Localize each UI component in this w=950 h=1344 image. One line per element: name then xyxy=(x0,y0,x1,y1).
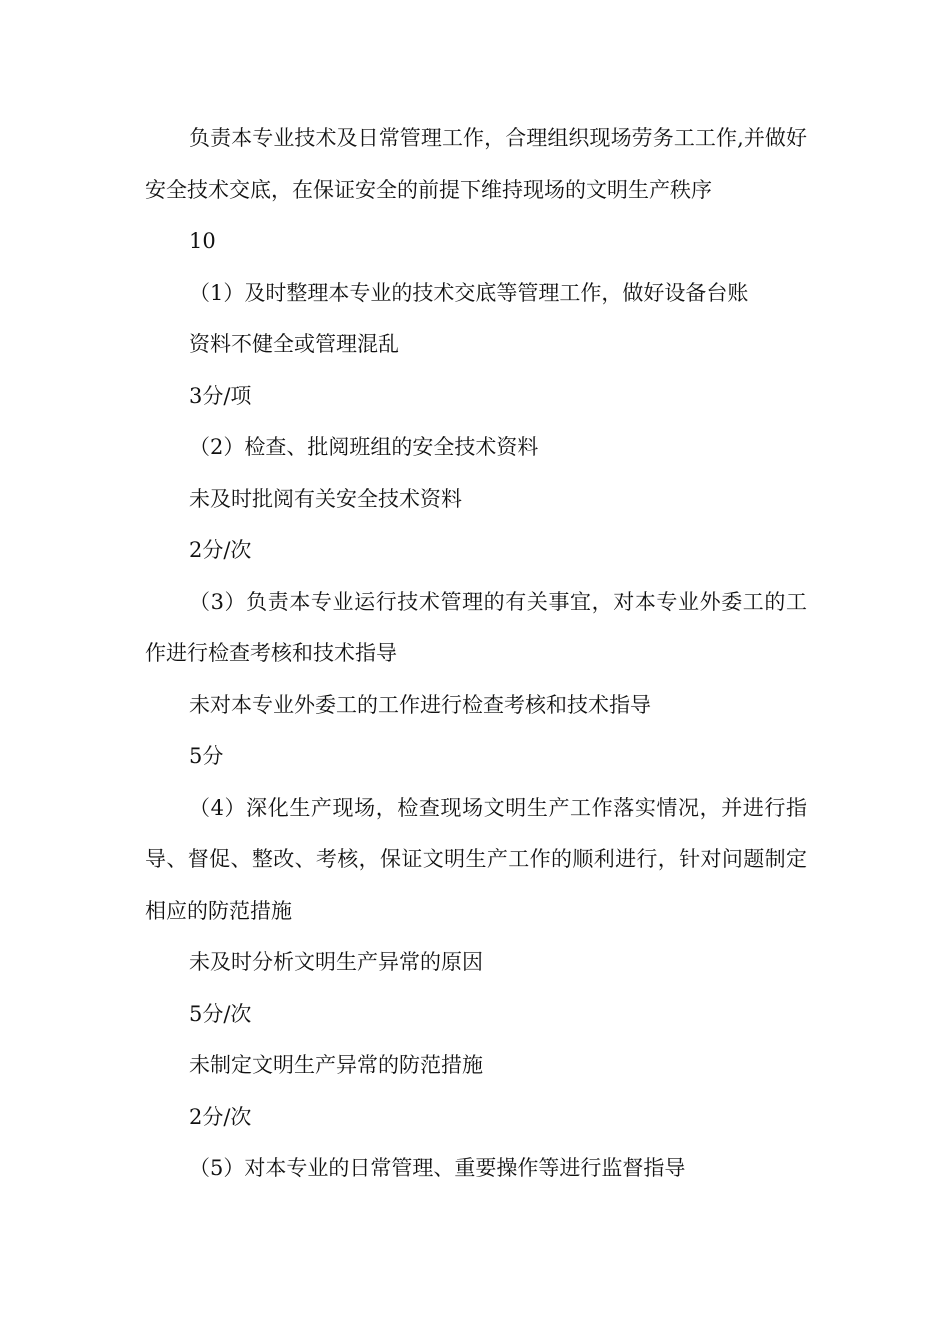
paragraph-score-total: 10 xyxy=(189,229,216,253)
paragraph-item-2-deduction: 2分/次 xyxy=(189,538,252,562)
paragraph-item-4-deduction-b: 2分/次 xyxy=(189,1104,252,1129)
paragraph-item-2: （2）检查、批阅班组的安全技术资料 xyxy=(189,435,539,459)
paragraph-duty-description: 负责本专业技术及日常管理工作，合理组织现场劳务工工作,并做好安全技术交底，在保证安全的前提下维持现场的文明生产秩序 xyxy=(145,126,807,202)
paragraph-item-2-criterion: 未及时批阅有关安全技术资料 xyxy=(189,486,462,511)
paragraph-item-1-criterion: 资料不健全或管理混乱 xyxy=(189,332,399,356)
paragraph-item-3-deduction: 5分 xyxy=(189,744,224,768)
document-body xyxy=(145,113,807,1195)
paragraph-item-5: （5）对本专业的日常管理、重要操作等进行监督指导 xyxy=(189,1156,686,1180)
paragraph-item-1-deduction: 3分/项 xyxy=(189,383,252,408)
paragraph-item-4-deduction-a: 5分/次 xyxy=(189,1001,252,1026)
paragraph-item-1: （1）及时整理本专业的技术交底等管理工作，做好设备台账 xyxy=(189,280,749,305)
paragraph-item-4: （4）深化生产现场，检查现场文明生产工作落实情况，并进行指导、督促、整改、考核，保证文明生产工作的顺利进行，针对问题制定相应的防范措施 xyxy=(145,795,807,923)
paragraph-item-3-criterion: 未对本专业外委工的工作进行检查考核和技术指导 xyxy=(189,692,651,717)
paragraph-item-4-criterion-b: 未制定文明生产异常的防范措施 xyxy=(189,1053,483,1077)
paragraph-item-4-criterion-a: 未及时分析文明生产异常的原因 xyxy=(189,950,483,974)
paragraph-item-3: （3）负责本专业运行技术管理的有关事宜，对本专业外委工的工作进行检查考核和技术指导 xyxy=(145,589,807,665)
